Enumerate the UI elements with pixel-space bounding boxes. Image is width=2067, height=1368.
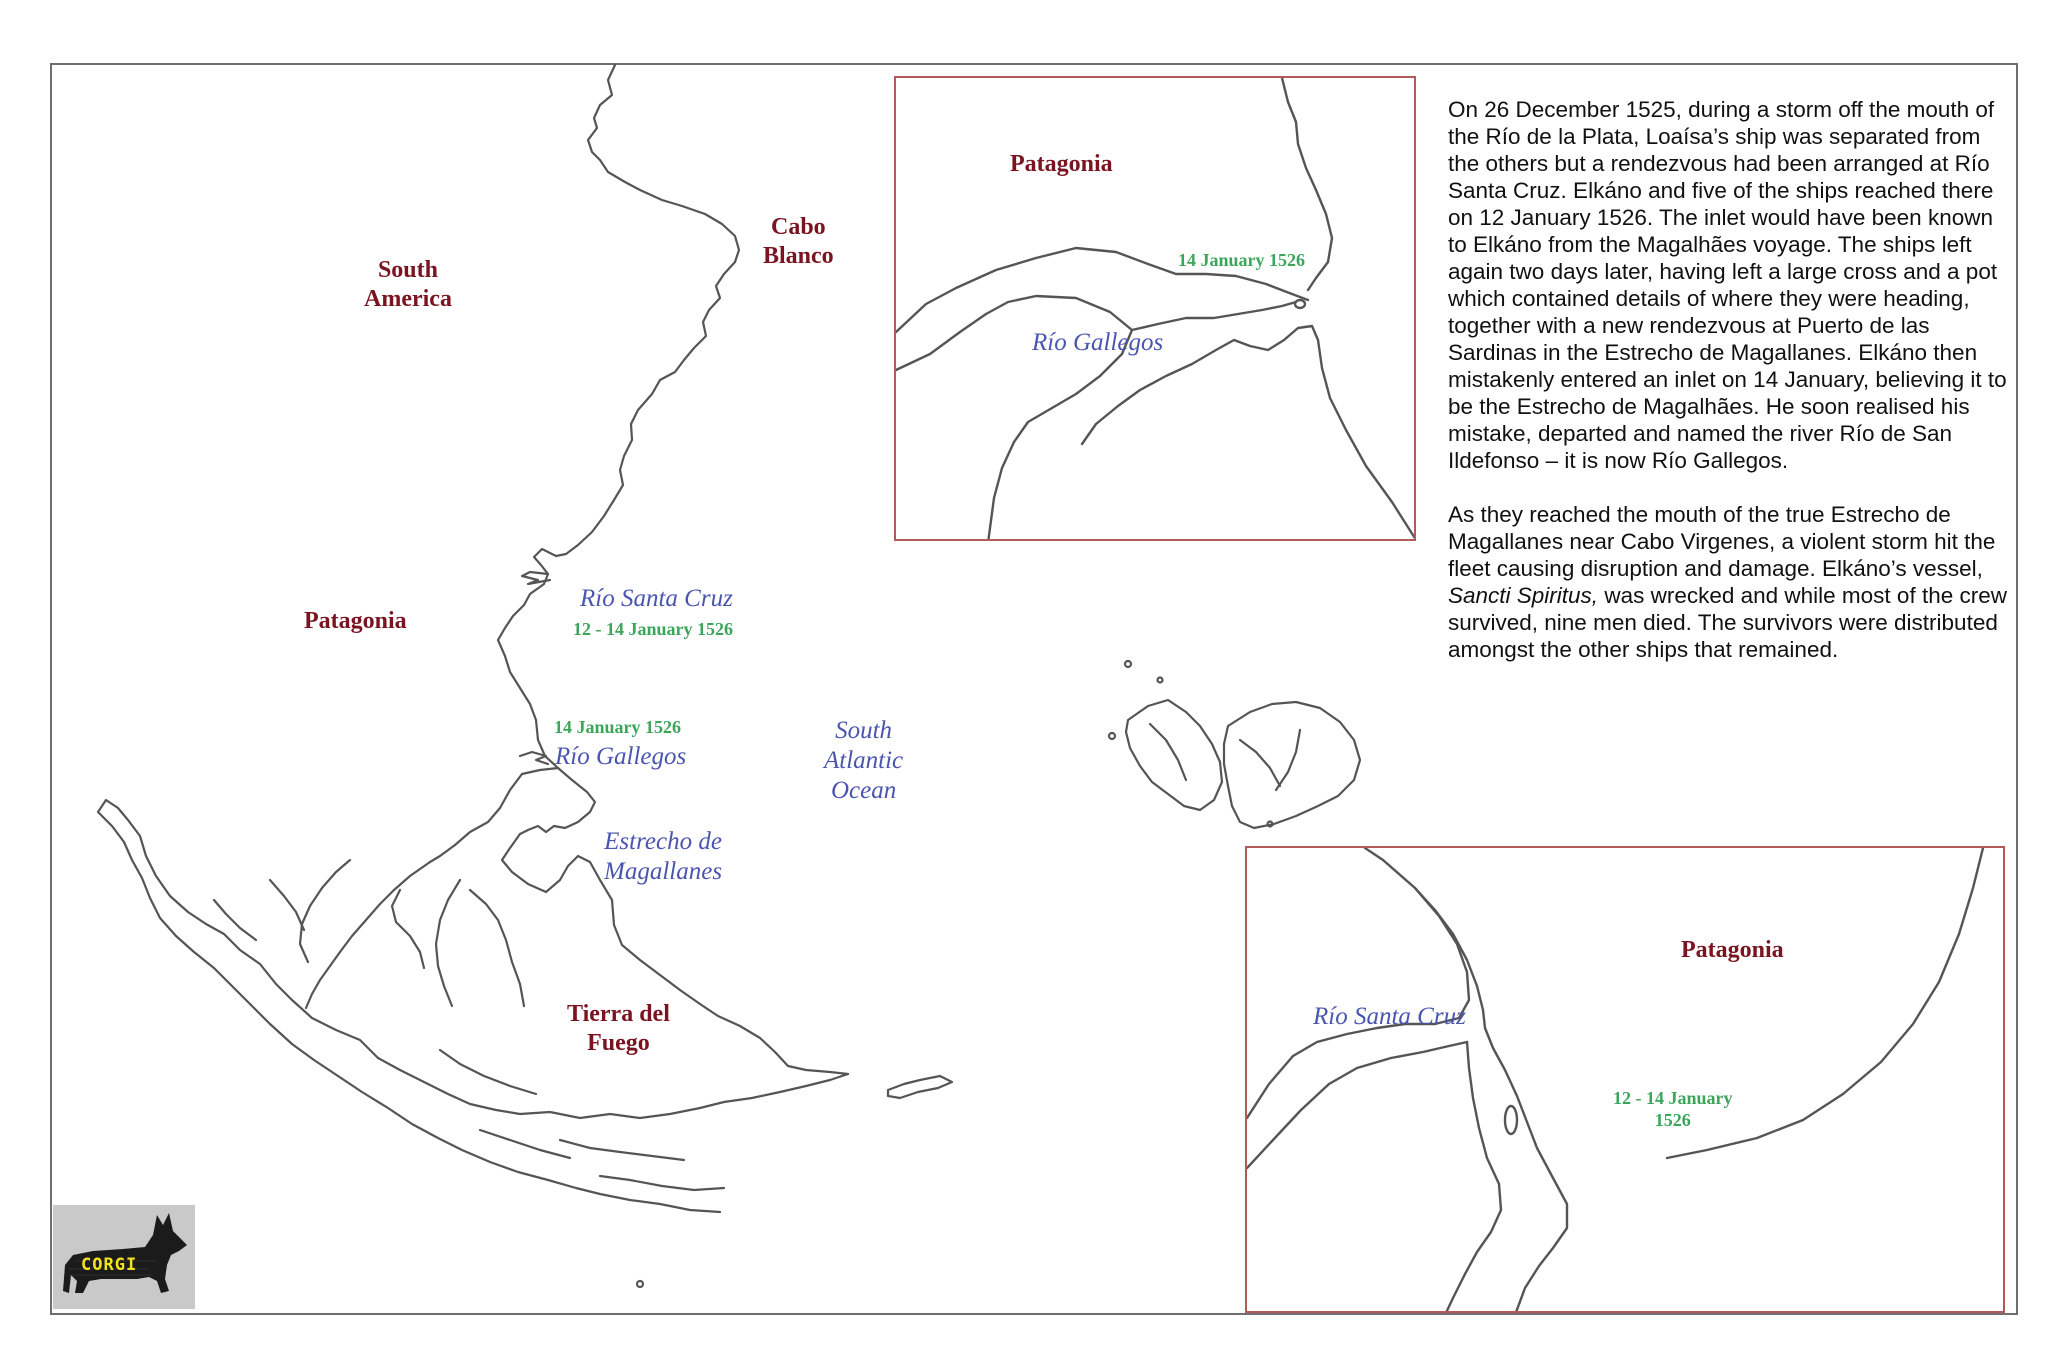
southern-islands (440, 1050, 724, 1190)
label-tierra-del-fuego: Tierra del Fuego (567, 1001, 670, 1056)
label-gallegos-date: 14 January 1526 (554, 717, 682, 737)
inset-gallegos-map (896, 78, 1416, 541)
inner-channels (214, 860, 524, 1008)
falkland-east (1224, 702, 1360, 828)
santa-cruz-islet (1505, 1106, 1517, 1134)
inset-gallegos (894, 76, 1416, 541)
staten-island (888, 1076, 952, 1098)
label-south-atlantic-ocean: South Atlantic Ocean (824, 717, 904, 804)
label-santa-cruz-date: 12 - 14 January 1526 (573, 619, 734, 639)
inset-santa-cruz-river: Río Santa Cruz (1313, 1003, 1466, 1030)
inset-gallegos-region: Patagonia (1010, 151, 1113, 177)
strait-north-shore (430, 768, 558, 862)
isle-dot-1 (1125, 661, 1131, 667)
inset-santa-cruz-map (1247, 848, 2005, 1313)
inset-santa-cruz (1245, 846, 2005, 1313)
narrative-paragraph-2-end: was wrecked and while most of the crew survived, nine men died. The survivors were distributed amongst the other ships that remained. (1448, 583, 2007, 662)
santa-cruz-north-bank (1247, 848, 1469, 1118)
gallegos-islet (1295, 300, 1305, 308)
corgi-logo (53, 1205, 195, 1309)
narrative-paragraph-1: On 26 December 1525, during a storm off the mouth of the Río de la Plata, Loaísa’s ship was separated from the others but a rendezvous had been arranged at Río Santa Cruz. Elkáno and five of the ships reached there on 12 January 1526. The inlet would have been known to Elkáno from the Magalhães voyage. The ships left again two days later, having left a large cross and a pot which contained details of where they were heading, together with a new rendezvous at Puerto de las Sardinas in the Estrecho de Magallanes. Elkáno then mistakenly entered an inlet on 14 January, believing it to be the Estrecho de Magalhães. He soon realised his mistake, departed and named the river Río de San Ildefonso – it is now Río Gallegos. (1448, 97, 2007, 473)
santa-cruz-channel-east (1485, 1028, 1567, 1313)
vessel-name: Sancti Spiritus, (1448, 583, 1599, 608)
label-rio-santa-cruz: Río Santa Cruz (580, 585, 733, 612)
fuego-south-coast (378, 1058, 848, 1118)
isle-dot-2 (1158, 678, 1163, 683)
label-rio-gallegos: Río Gallegos (555, 743, 687, 770)
narrative-paragraph-2-start: As they reached the mouth of the true Estrecho de Magallanes near Cabo Virgenes, a violent storm hit the fleet causing disruption and damage. Elkáno’s vessel, (1448, 502, 1996, 581)
narrative-text (1448, 96, 2008, 690)
corgi-logo-text: CORGI (81, 1255, 138, 1275)
inset-santa-cruz-date: 12 - 14 January 1526 (1613, 1088, 1733, 1130)
label-south-america: South America (364, 257, 452, 312)
inset-gallegos-date: 14 January 1526 (1178, 250, 1306, 270)
inset-gallegos-river: Río Gallegos (1032, 329, 1164, 356)
santa-cruz-south-bank (1247, 1042, 1467, 1168)
isle-dot-3 (1109, 733, 1115, 739)
gallegos-inner-bank (1132, 302, 1296, 330)
label-estrecho-de-magallanes: Estrecho de Magallanes (604, 828, 723, 885)
inset-santa-cruz-region: Patagonia (1681, 937, 1784, 963)
gallegos-south-coast (1082, 326, 1416, 541)
narrative-paragraph-2 (1448, 501, 2008, 663)
santa-cruz-channel-west (1445, 1042, 1501, 1313)
isle-dot-5 (637, 1281, 643, 1287)
label-cabo-blanco: Cabo Blanco (763, 214, 834, 269)
label-patagonia: Patagonia (304, 608, 407, 634)
